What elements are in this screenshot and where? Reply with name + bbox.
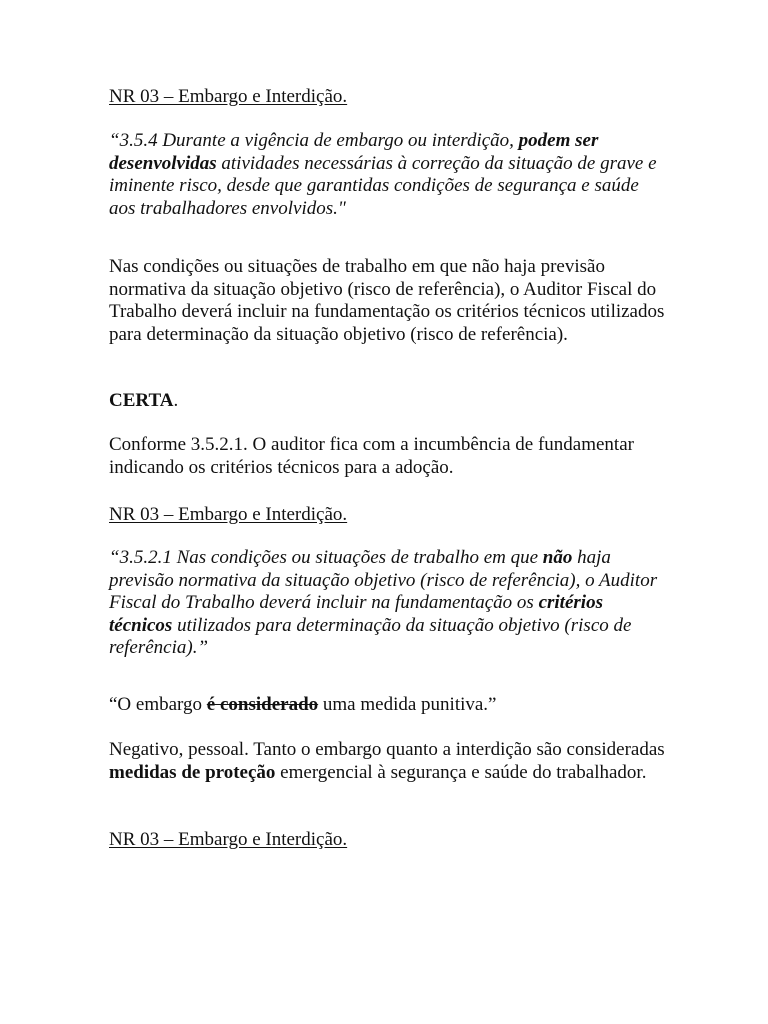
- quote-3-5-4-part1: “3.5.4 Durante a vigência de embargo ou interdição,: [109, 130, 519, 151]
- explanation-2-bold: medidas de proteção: [109, 761, 276, 783]
- explanation-1-text: Conforme 3.5.2.1. O auditor fica com a incumbência de fundamentar indicando os critérios técnicos para a adoção.: [109, 434, 634, 478]
- statement-2-part2: uma medida punitiva.”: [318, 694, 497, 715]
- section-heading-3-text: NR 03 – Embargo e Interdição.: [109, 829, 348, 850]
- section-heading-1: [109, 86, 669, 109]
- explanation-2-part1: Negativo, pessoal. Tanto o embargo quanto a interdição são consideradas: [109, 739, 665, 760]
- quote-3-5-2-1-part1: “3.5.2.1 Nas condições ou situações de trabalho em que: [109, 547, 543, 568]
- quote-3-5-2-1-part2: haja previsão normativa da situação objetivo (risco de referência), o Auditor Fiscal do Trabalho deverá incluir na fundamentação os: [109, 547, 658, 613]
- quote-3-5-4: [109, 130, 669, 220]
- explanation-paragraph-1: [109, 434, 669, 479]
- explanation-2-part2: emergencial à segurança e saúde do trabalhador.: [275, 761, 647, 783]
- section-heading-1-text: NR 03 – Embargo e Interdição.: [109, 86, 348, 107]
- quote-3-5-2-1-bold-criterios: critérios técnicos: [109, 592, 603, 636]
- section-heading-2-text: NR 03 – Embargo e Interdição.: [109, 504, 348, 525]
- verdict-paragraph: [109, 390, 669, 413]
- section-heading-3: [109, 829, 669, 852]
- quote-3-5-2-1-part3: utilizados para determinação da situação objetivo (risco de referência).”: [109, 614, 632, 658]
- statement-paragraph-1: [109, 256, 669, 346]
- statement-2-struck: é considerado: [206, 694, 319, 715]
- quote-3-5-4-part2: atividades necessárias à correção da situação de grave e iminente risco, desde que garantidas condições de segurança e saúde aos trabalhadores envolvidos.": [109, 152, 657, 219]
- statement-2-part1: “O embargo: [109, 694, 207, 715]
- statement-paragraph-2: [109, 694, 669, 717]
- verdict-dot: .: [173, 390, 179, 411]
- statement-1-text: Nas condições ou situações de trabalho em que não haja previsão normativa da situação objetivo (risco de referência), o Auditor Fiscal do Trabalho deverá incluir na fundamentação os critérios técnicos utilizados para determinação da situação objetivo (risco de referência).: [109, 256, 665, 345]
- quote-3-5-2-1: [109, 547, 669, 660]
- verdict-word: CERTA: [109, 390, 174, 411]
- quote-3-5-2-1-bold-nao: não: [542, 547, 573, 568]
- explanation-paragraph-2: [109, 739, 669, 784]
- quote-3-5-4-bold: podem ser desenvolvidas: [109, 130, 599, 174]
- section-heading-2: [109, 504, 669, 527]
